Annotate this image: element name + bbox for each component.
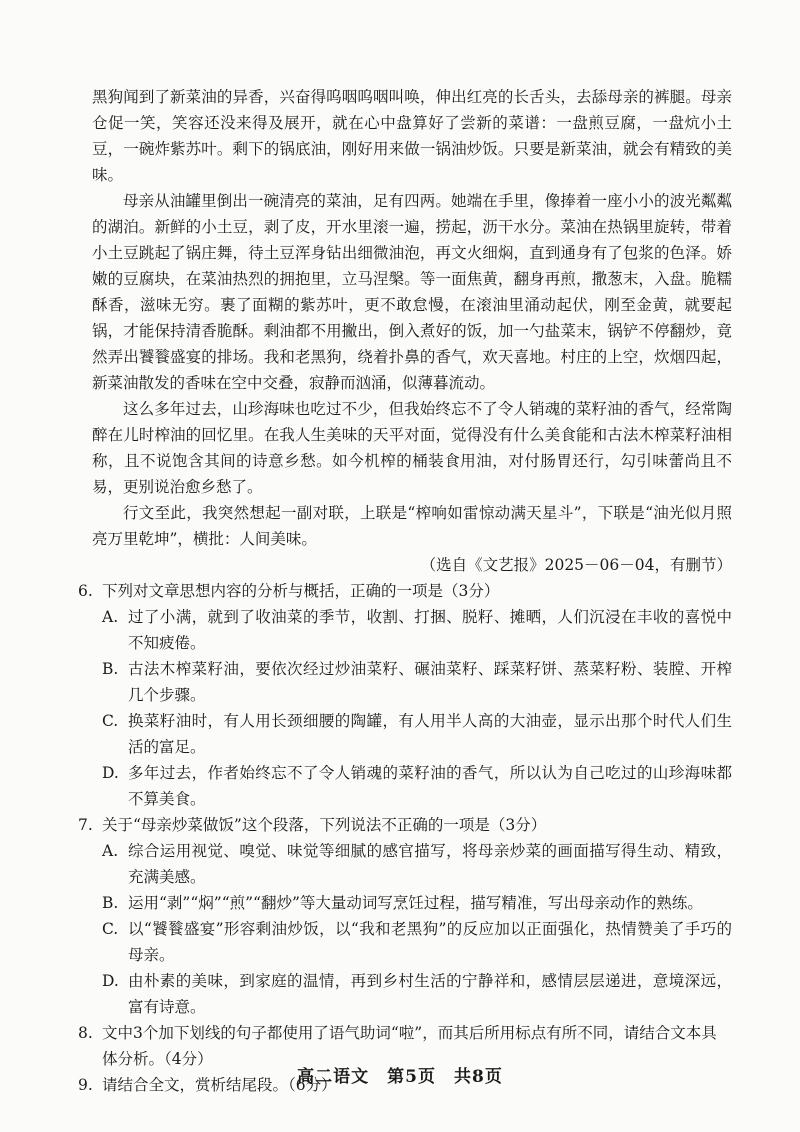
answer-option (102, 604, 732, 656)
article-body (92, 84, 732, 552)
article-paragraph: 行文至此，我突然想起一副对联，上联是“榨响如雷惊动满天星斗”，下联是“油光似月照亮万里乾坤”，横批：人间美味。 (92, 504, 732, 548)
option-text: 换菜籽油时，有人用长颈细腰的陶罐，有人用半人高的大油壶，显示出那个时代人们生活的富足。 (128, 712, 732, 756)
option-text: 古法木榨菜籽油，要依次经过炒油菜籽、碾油菜籽、踩菜籽饼、蒸菜籽粉、装膛、开榨几个步骤。 (128, 660, 732, 704)
option-letter: C. (102, 712, 119, 730)
question-stem (78, 578, 732, 604)
option-letter: B. (102, 894, 119, 912)
question-list (78, 578, 732, 1098)
page-footer: 高二语文 第5页 共8页 (297, 1067, 503, 1087)
article-paragraph: 母亲从油罐里倒出一碗清亮的菜油，足有四两。她端在手里，像捧着一座小小的波光粼粼的湖泊。新鲜的小土豆，剥了皮，开水里滚一遍，捞起，沥干水分。菜油在热锅里旋转，带着小土豆跳起了锅庄舞，待土豆浑身钻出细微油泡，再文火细焖，直到通身有了包浆的色泽。娇嫩的豆腐块，在菜油热烈的拥抱里，立马涅槃。等一面焦黄，翻身再煎，撒葱末，入盘。脆糯酥香，滋味无穷。裹了面糊的紫苏叶，更不敢怠慢，在滚油里涌动起伏，刚至金黄，就要起锅，才能保持清香脆酥。剩油都不用撇出，倒入煮好的饭，加一勺盐菜末，锅铲不停翻炒，竟然弄出饕餮盛宴的排场。我和老黑狗，绕着扑鼻的香气，欢天喜地。村庄的上空，炊烟四起，新菜油散发的香味在空中交叠，寂静而汹涌，似薄暮流动。 (92, 192, 732, 392)
option-letter: A. (102, 608, 119, 626)
option-letter: C. (102, 920, 119, 938)
question-text: 文中3个加下划线的句子都使用了语气助词“啦”，而其后所用标点有所不同，请结合文本具体分析。（4分） (102, 1024, 717, 1068)
answer-option (102, 656, 732, 708)
article-paragraph: 黑狗闻到了新菜油的异香，兴奋得呜咽呜咽叫唤，伸出红亮的长舌头，去舔母亲的裤腿。母亲仓促一笑，笑容还没来得及展开，就在心中盘算好了尝新的菜谱：一盘煎豆腐，一盘炕小土豆，一碗炸紫苏叶。剩下的锅底油，刚好用来做一锅油炒饭。只要是新菜油，就会有精致的美味。 (92, 88, 732, 184)
option-text: 以“饕餮盛宴”形容剩油炒饭，以“我和老黑狗”的反应加以正面强化，热情赞美了手巧的母亲。 (128, 920, 732, 964)
question-7 (78, 812, 732, 1020)
option-text: 过了小满，就到了收油菜的季节，收割、打捆、脱籽、摊晒，人们沉浸在丰收的喜悦中不知疲倦。 (128, 608, 732, 652)
answer-option (102, 838, 732, 890)
answer-option (102, 708, 732, 760)
article-paragraph: 这么多年过去，山珍海味也吃过不少，但我始终忘不了令人销魂的菜籽油的香气，经常陶醉在儿时榨油的回忆里。在我人生美味的天平对面，觉得没有什么美食能和古法木榨菜籽油相称，且不说饱含其间的诗意乡愁。如今机榨的桶装食用油，对付肠胃还行，勾引味蕾尚且不易，更别说治愈乡愁了。 (92, 400, 732, 496)
option-text: 由朴素的美味，到家庭的温情，再到乡村生活的宁静祥和，感情层层递进，意境深远，富有诗意。 (128, 972, 732, 1016)
question-number: 8. (78, 1024, 93, 1042)
question-stem (78, 812, 732, 838)
question-text: 关于“母亲炒菜做饭”这个段落，下列说法不正确的一项是（3分） (102, 816, 547, 834)
question-6 (78, 578, 732, 812)
option-text: 运用“剥”“焖”“煎”“翻炒”等大量动词写烹饪过程，描写精准，写出母亲动作的熟练。 (128, 894, 703, 912)
question-text: 请结合全文，赏析结尾段。（6分） (102, 1076, 337, 1094)
answer-option (102, 916, 732, 968)
option-text: 多年过去，作者始终忘不了令人销魂的菜籽油的香气，所以认为自己吃过的山珍海味都不算美食。 (128, 764, 732, 808)
answer-option (102, 968, 732, 1020)
answer-option (102, 760, 732, 812)
option-text: 综合运用视觉、嗅觉、味觉等细腻的感官描写，将母亲炒菜的画面描写得生动、精致，充满美感。 (128, 842, 732, 886)
question-text: 下列对文章思想内容的分析与概括，正确的一项是（3分） (102, 582, 500, 600)
question-number: 9. (78, 1076, 93, 1094)
question-number: 7. (78, 816, 93, 834)
option-letter: A. (102, 842, 119, 860)
option-letter: D. (102, 764, 119, 782)
answer-option (102, 890, 732, 916)
option-letter: D. (102, 972, 119, 990)
article-source: （选自《文艺报》2025－06－04，有删节） (420, 556, 732, 574)
document-page (78, 84, 732, 1098)
question-number: 6. (78, 582, 93, 600)
option-letter: B. (102, 660, 119, 678)
